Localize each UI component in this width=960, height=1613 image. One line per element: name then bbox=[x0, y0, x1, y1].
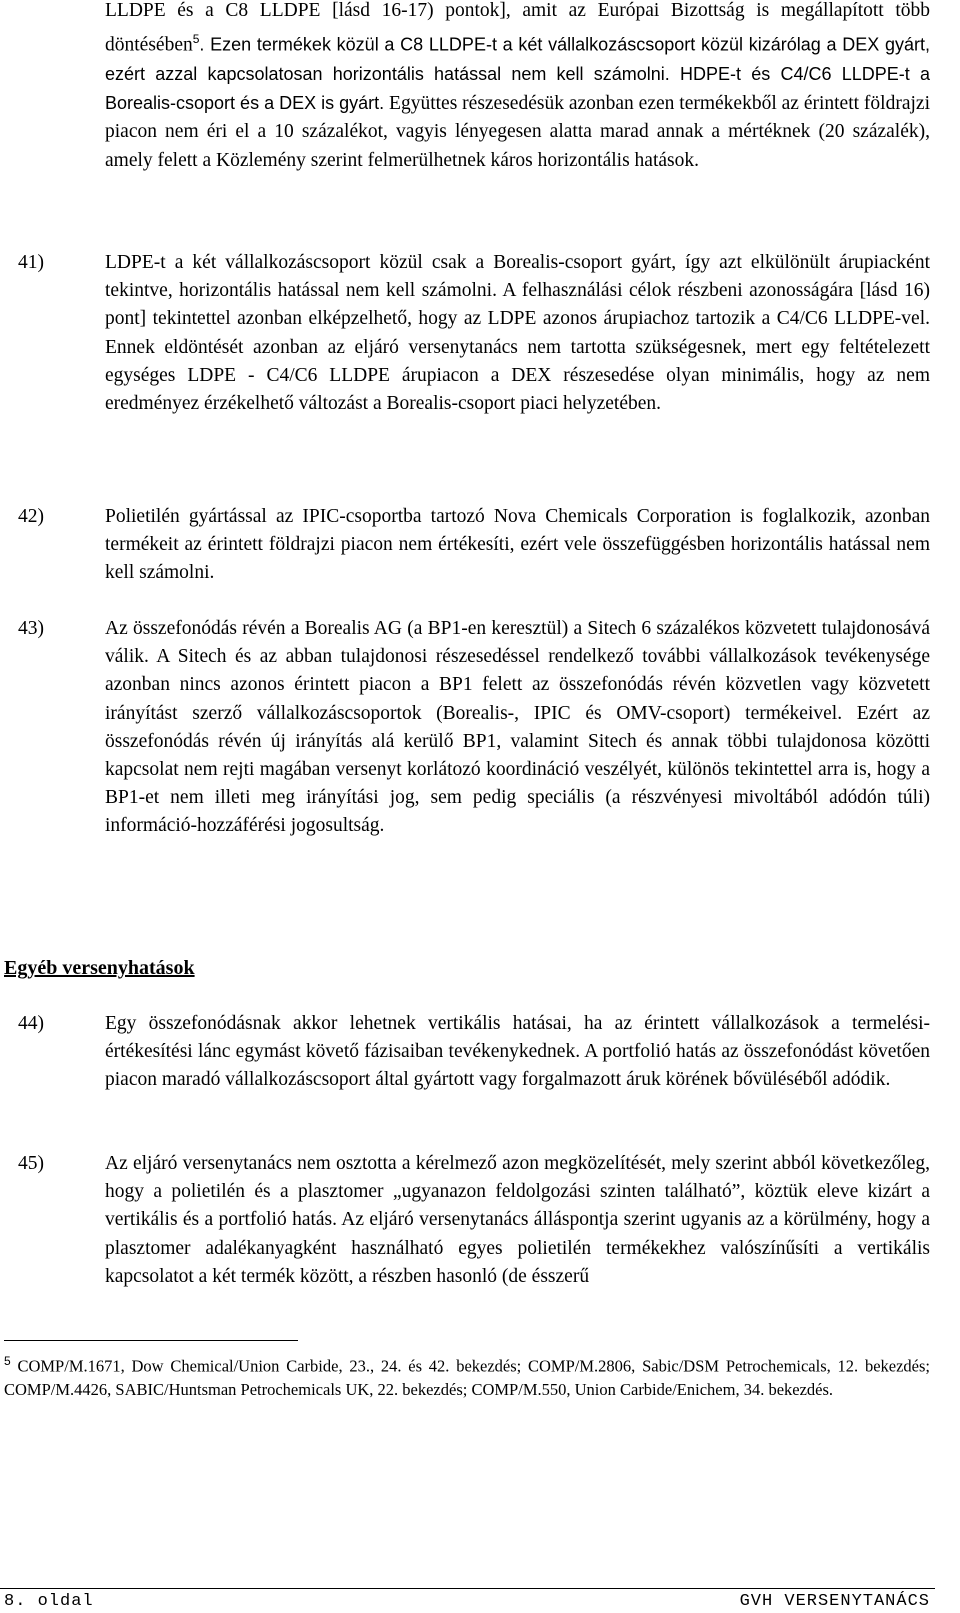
paragraph-41: LDPE-t a két vállalkozáscsoport közül csak a Borealis-csoport gyárt, így azt elkülönült árupiacként tekintve, horizontális hatással nem kell számolni. A felhasználási célok részbeni azonosságára [lásd 16) pont] tekintettel azonban elképzelhető, hogy az LDPE azonos árupiachoz tartozik a C4/C6 LLDPE-vel. Ennek eldöntését azonban az eljáró versenytanács nem tartotta szükségesnek, mert egy feltételezett egységes LDPE - C4/C6 LLDPE árupiacon a DEX részesedése olyan minimális, hogy az nem eredményez érzékelhető változást a Borealis-csoport piaci helyzetében. bbox=[105, 252, 930, 415]
continuation-paragraph bbox=[105, 0, 930, 175]
footnote bbox=[4, 1350, 930, 1401]
footnote-ref-5[interactable]: 5 bbox=[192, 32, 200, 47]
paragraph-number-41: 41) bbox=[18, 252, 44, 273]
continuation-text-2: . Ezen termékek közül a C8 LLDPE-t a két vállalkozáscsoport közül kizárólag a DEX gyárt, ezért azzal kapcsolatosan horizontális hatással nem kell számolni. HDPE-t és C4/C6 LLDPE-t a Borealis-csoport és a DEX is gyárt. bbox=[105, 34, 930, 114]
paragraph-42: Polietilén gyártással az IPIC-csoportba tartozó Nova Chemicals Corporation is foglalkozik, azonban termékeit az érintett földrajzi piacon nem értékesíti, ezért vele összefüggésben horizontális hatással nem kell számolni. bbox=[105, 506, 930, 584]
page-number: 8. oldal bbox=[4, 1592, 94, 1611]
footer-divider bbox=[0, 1588, 935, 1589]
paragraph-number-45: 45) bbox=[18, 1153, 44, 1174]
footnote-text: COMP/M.1671, Dow Chemical/Union Carbide, 23., 24. és 42. bekezdés; COMP/M.2806, Sabic/DSM Petrochemicals, 12. bekezdés; COMP/M.4426, SABIC/Huntsman Petrochemicals UK, 22. bekezdés; COMP/M.550, Union Carbide/Enichem, 34. bekezdés. bbox=[4, 1356, 930, 1399]
paragraph-43: Az összefonódás révén a Borealis AG (a BP1-en keresztül) a Sitech 6 százalékos közvetett tulajdonosává válik. A Sitech és az abban tulajdonosi részesedéssel rendelkező további vállalkozások tevékenysége azonban nincs azonos érintett piacon a BP1 felett az összefonódás révén közvetlen vagy közvetett irányítást szerző vállalkozáscsoportok (Borealis-, IPIC és OMV-csoport) termékeivel. Ezért az összefonódás révén új irányítás alá kerülő BP1, valamint Sitech és annak többi tulajdonosa közötti kapcsolat nem rejti magában versenyt korlátozó koordináció veszélyét, különös tekintettel arra is, hogy a BP1-et nem illeti meg irányítási jog, sem pedig speciális (a részvényesi mivoltából adódón túli) információ-hozzáférési jogosultság. bbox=[105, 618, 930, 837]
paragraph-44: Egy összefonódásnak akkor lehetnek vertikális hatásai, ha az érintett vállalkozások a termelési-értékesítési lánc egymást követő fázisaiban tevékenykednek. A portfolió hatás az összefonódást követően piacon maradó vállalkozáscsoport által gyártott vagy forgalmazott áruk körének bővüléséből adódik. bbox=[105, 1013, 930, 1091]
paragraph-number-42: 42) bbox=[18, 506, 44, 527]
continuation-text-1: LLDPE és a C8 LLDPE [lásd 16-17) pontok], amit az Európai Bizottság is megállapított több döntésében bbox=[105, 0, 930, 56]
footnote-divider bbox=[4, 1340, 298, 1341]
paragraph-number-43: 43) bbox=[18, 618, 44, 639]
footnote-marker: 5 bbox=[4, 1354, 11, 1368]
footer-organization: GVH VERSENYTANÁCS bbox=[739, 1592, 930, 1611]
section-heading: Egyéb versenyhatások bbox=[4, 957, 195, 979]
paragraph-number-44: 44) bbox=[18, 1013, 44, 1034]
paragraph-45: Az eljáró versenytanács nem osztotta a kérelmező azon megközelítését, mely szerint abból következőleg, hogy a polietilén és a plasztomer „ugyanazon feldolgozási szinten található”, köztük eleve kizárt a vertikális és a portfolió hatás. Az eljáró versenytanács álláspontja szerint ugyanis az a körülmény, hogy a plasztomer adalékanyagként használható egyes polietilén termékekhez valószínűsíti a vertikális kapcsolatot a két termék között, a részben hasonló (de ésszerű bbox=[105, 1153, 930, 1287]
continuation-text-3: Együttes részesedésük azonban ezen termékekből az érintett földrajzi piacon nem éri el a 10 százalékot, vagyis lényegesen alatta marad annak a mértéknek (20 százalék), amely felett a Közlemény szerint felmerülhetnek káros horizontális hatások. bbox=[105, 93, 930, 171]
